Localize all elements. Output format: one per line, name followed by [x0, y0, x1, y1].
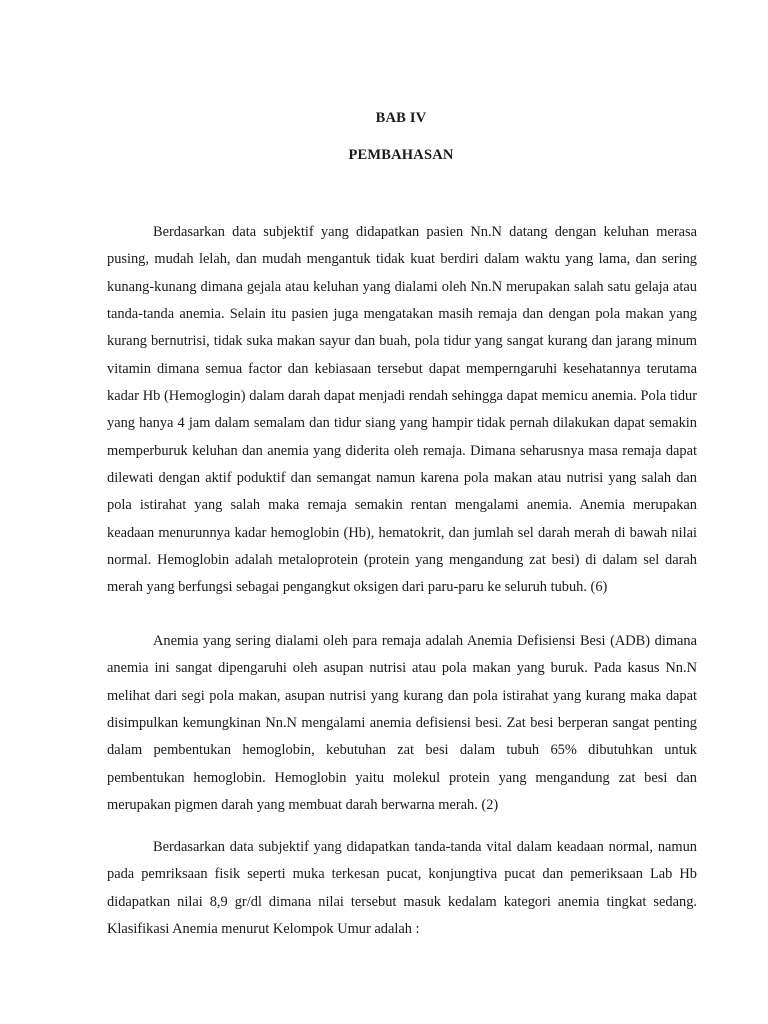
chapter-title: BAB IV: [375, 110, 427, 126]
paragraph-2: Anemia yang sering dialami oleh para remaja adalah Anemia Defisiensi Besi (ADB) dimana anemia ini sangat dipengaruhi oleh asupan nutrisi atau pola makan yang buruk. Pada kasus Nn.N melihat dari segi pola makan, asupan nutrisi yang kurang dan pola istirahat yang kurang maka dapat disimpulkan kemungkinan Nn.N mengalami anemia defisiensi besi. Zat besi berperan sangat penting dalam pembentukan hemoglobin, kebutuhan zat besi dalam tubuh 65% dibutuhkan untuk pembentukan hemoglobin. Hemoglobin yaitu molekul protein yang mengandung zat besi dan merupakan pigmen darah yang membuat darah berwarna merah. (2): [107, 633, 697, 814]
paragraph-1: Berdasarkan data subjektif yang didapatkan pasien Nn.N datang dengan keluhan merasa pusing, mudah lelah, dan mudah mengantuk tidak kuat berdiri dalam waktu yang lama, dan sering kunang-kunang dimana gejala atau keluhan yang dialami oleh Nn.N merupakan salah satu gelaja atau tanda-tanda anemia. Selain itu pasien juga mengatakan masih remaja dan dengan pola makan yang kurang bernutrisi, tidak suka makan sayur dan buah, pola tidur yang sangat kurang dan jarang minum vitamin dimana semua factor dan kebiasaan tersebut dapat memperngaruhi kesehatannya terutama kadar Hb (Hemoglogin) dalam darah dapat menjadi rendah sehingga dapat memicu anemia. Pola tidur yang hanya 4 jam dalam semalam dan tidur siang yang hampir tidak pernah dilakukan dapat semakin memperburuk keluhan dan anemia yang diderita oleh remaja. Dimana seharusnya masa remaja dapat dilewati dengan aktif poduktif dan semangat namun karena pola makan atau nutrisi yang salah dan pola istirahat yang salah maka remaja semakin rentan mengalami anemia. Anemia merupakan keadaan menurunnya kadar hemoglobin (Hb), hematokrit, dan jumlah sel darah merah di bawah nilai normal. Hemoglobin adalah metaloprotein (protein yang mengandung zat besi) di dalam sel darah merah yang berfungsi sebagai pengangkut oksigen dari paru-paru ke seluruh tubuh. (6): [107, 224, 697, 596]
paragraph-3: Berdasarkan data subjektif yang didapatkan tanda-tanda vital dalam keadaan normal, namun pada pemriksaan fisik seperti muka terkesan pucat, konjungtiva pucat dan pemeriksaan Lab Hb didapatkan nilai 8,9 gr/dl dimana nilai tersebut masuk kedalam kategori anemia tingkat sedang. Klasifikasi Anemia menurut Kelompok Umur adalah :: [107, 839, 697, 938]
section-heading: PEMBAHASAN: [348, 147, 454, 163]
